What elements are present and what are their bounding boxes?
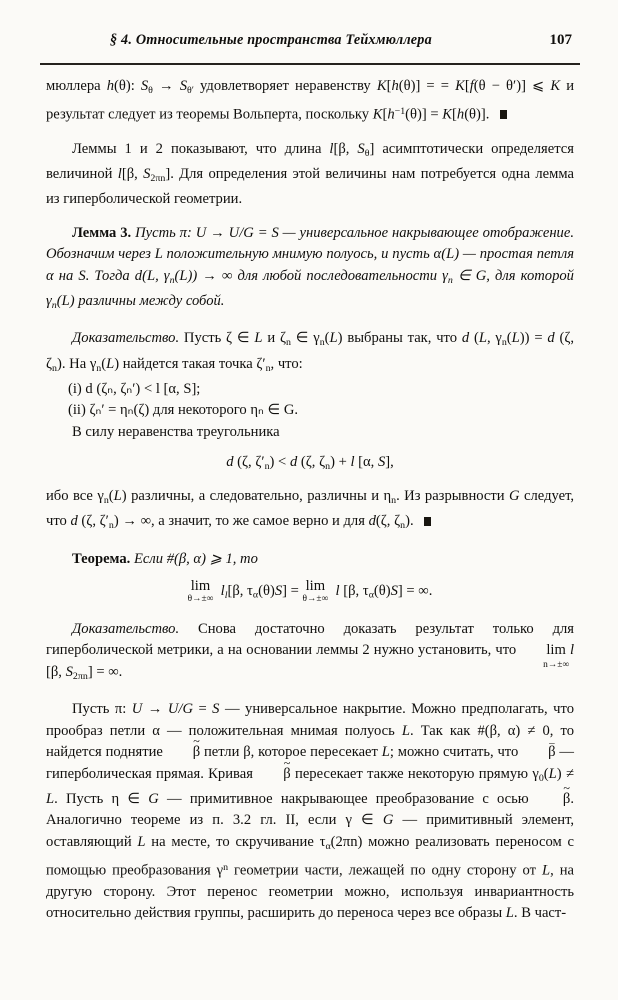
running-head-title: § 4. Относительные пространства Тейхмюллера <box>110 32 432 48</box>
proof-1-tail: ибо все $\gamma_n(L)$ различны, а следовательно, различны и $\eta_n$. Из разрывности G следует, что d (ζ, $\zeta'_n$) → ∞, а значит, то же самое верно и для d(ζ, $\zeta_n$). <box>46 488 574 532</box>
page-number: 107 <box>549 32 572 48</box>
lemma-3-block: Лемма 3. Пусть π: U → U/G = S — универсальное накрывающее отображение. Обозначим через L положительную мнимую полуось, и пусть α(L) — простая петля α на S. Тогда d(L, $\gamma_n(L)$) → ∞ для любой последовательности $\gamma_n$ ∈ G, для которой $\gamma_n(L)$ различны между собой. <box>46 224 574 311</box>
limit-operator-left: lim θ→±∞ <box>187 578 214 605</box>
beta-tilde-2: ~ β <box>257 764 290 785</box>
theorem-label: Теорема. <box>72 551 131 568</box>
paragraph-lemmas-remark: Леммы 1 и 2 показывают, что длина l[β, $S_\theta$] асимптотически определяется величиной l[β, $S_{2\pi n}$]. Для определения этой величины нам потребуется одна лемма из гиперболической геометрии. <box>46 140 575 207</box>
end-of-proof-square <box>500 110 507 119</box>
paragraph-continued: мюллера h(θ): $S_\theta \to S_{\theta'}$ удовлетворяет неравенству K[h(θ)] = = K[f(θ − θ′)] ⩽ K и результат следует из теоремы Вольперта, поскольку $K[h^{-1}(\theta)] = K[h(\theta)]$. <box>46 78 575 123</box>
limit-operator-right: lim θ→±∞ <box>302 578 329 605</box>
proof-2-block: Доказательство. Снова достаточно доказать результат только для гиперболической метрики, а на основании леммы 2 нужно установить, что lim n→±∞ l [β, $S_{2\pi n}$] = ∞. <box>46 620 574 682</box>
proof-2-label: Доказательство. <box>72 620 180 637</box>
final-paragraph: Пусть π: U → U/G = S — универсальное накрытие. Можно предполагать, что прообраз петли α — положительная мнимая полуось L. Так как #(β, α) ≠ 0, то найдется поднятие ~ β петли β, которое пересекает L; можно считать, что – β — гиперболическая прямая. Кривая ~ β пересекает также некоторую прямую $\gamma_0(L) \ne L$. Пусть η ∈ G — примитивное накрывающее преобразование с осью ~ β. Аналогично теореме из п. 3.2 гл. II, если γ ∈ G — примитивный элемент, оставляющий L на месте, то скручивание $\tau_\alpha(2\pi n)$ можно реализовать переносом с помощью преобразования $\gamma^n$ геометрии части, лежащей по одну сторону от L, на другую сторону. Этот перенос геометрии можно, используя инвариантность относительно действия группы, расширить до переноса через все образы L. В част- <box>46 699 574 924</box>
triangle-inequality-intro: В силу неравенства треугольника <box>72 423 280 440</box>
beta-tilde-1: ~ β <box>167 742 200 763</box>
theorem-block: Теорема. Если #(β, α) ⩾ 1, то <box>72 551 258 568</box>
page-header <box>52 32 572 54</box>
end-of-proof-square-2 <box>424 517 431 526</box>
page-body <box>46 76 574 924</box>
beta-tilde-3: ~ β <box>537 789 570 810</box>
proof-1-label: Доказательство. <box>72 330 180 347</box>
proof-1-block: Доказательство. Пусть ζ ∈ L и $\zeta_n$ ∈ $\gamma_n(L)$ выбраны так, что d (L, $\gamma_n(L)) = d$ (ζ, $\zeta_n$). На $\gamma_n(L)$ найдется такая точка $\zeta'_n$, что: <box>46 330 575 374</box>
equation-triangle-inequality: d (ζ, $\zeta'_n) < d$ (ζ, $\zeta_n) + l$ [α, S], <box>226 454 394 472</box>
equation-theorem-limits: lim θ→±∞ $l_l[\beta$, $\tau_\alpha(\theta)S$] = lim θ→±∞ l [β, $\tau_\alpha(\theta)S$] = ∞. <box>187 578 433 605</box>
lemma-3-label: Лемма 3. <box>72 224 132 241</box>
header-divider-rule <box>40 63 580 65</box>
list-item-ii: (ii) ζₙ′ = ηₙ(ζ) для некоторого ηₙ ∈ G. <box>68 402 299 419</box>
list-item-i: (i) d (ζₙ, ζₙ′) < l [α, S]; <box>68 380 201 397</box>
beta-bar: – β <box>522 742 555 763</box>
limit-operator-proof2: lim n→±∞ <box>543 642 570 671</box>
